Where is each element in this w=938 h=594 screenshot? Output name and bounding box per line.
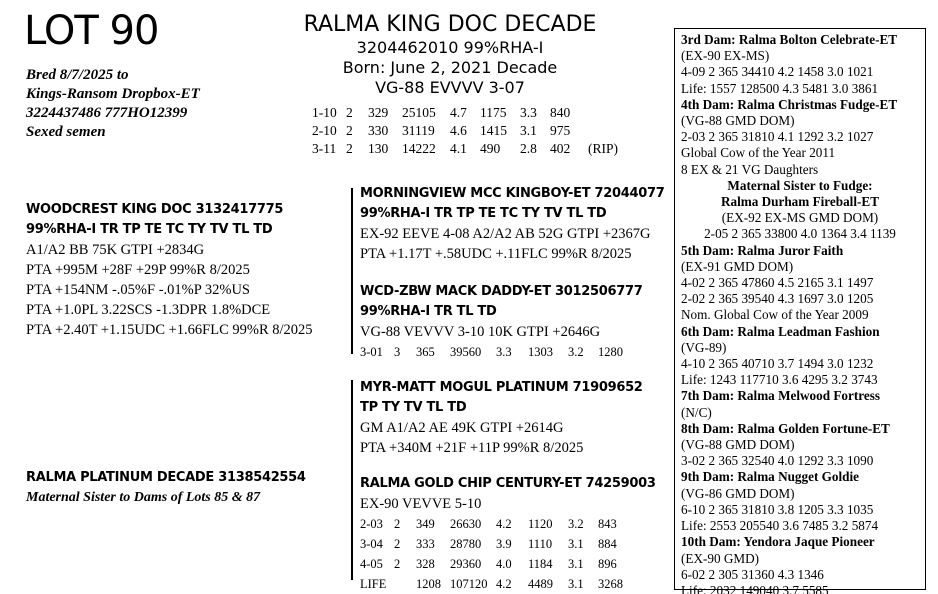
record-cell: 2 — [394, 557, 401, 571]
sire-tags: 99%RHA-I TR TP TE TC TY TV TL TD — [26, 222, 273, 237]
animal-name: RALMA KING DOC DECADE — [303, 12, 597, 37]
record-cell: 31119 — [402, 123, 435, 138]
maternal-grandsire-line: GM A1/A2 AE 49K GTPI +2614G — [360, 420, 564, 436]
record-cell: 1175 — [480, 105, 507, 120]
record-cell: 1184 — [528, 557, 553, 571]
breeding-info — [26, 66, 200, 142]
record-row — [360, 534, 638, 554]
sire-block — [26, 200, 313, 340]
paternal-grandsire-tags: 99%RHA-I TR TP TE TC TY TV TL TD — [360, 206, 607, 221]
records-table — [312, 104, 628, 158]
record-cell — [588, 104, 628, 122]
sire-line: PTA +1.0PL 3.22SCS -1.3DPR 1.8%DCE — [26, 302, 271, 318]
record-cell: 26630 — [450, 517, 482, 531]
lifetime-row — [360, 574, 638, 594]
record-cell: 884 — [598, 537, 617, 551]
ancestor-detail: 2-05 2 365 33800 4.0 1364 3.4 1139 — [704, 226, 896, 242]
animal-header — [250, 12, 650, 98]
record-row — [312, 122, 628, 140]
ancestor-heading: Maternal Sister to Fudge: — [727, 177, 873, 193]
record-cell: 365 — [416, 345, 435, 359]
record-cell: 3.2 — [568, 517, 584, 531]
ancestor-detail: Life: 2032 149040 3.7 5585 — [681, 582, 829, 594]
record-cell: 2-10 — [312, 123, 337, 138]
ancestor-heading: Ralma Durham Fireball-ET — [720, 194, 879, 210]
record-cell: 330 — [368, 123, 389, 138]
record-cell: 975 — [550, 123, 571, 138]
paternal-granddam-record — [360, 342, 638, 362]
ancestor-heading: 6th Dam: Ralma Leadman Fashion — [681, 323, 880, 339]
record-cell: 3.3 — [520, 105, 537, 120]
ancestor-heading: 7th Dam: Ralma Melwood Fortress — [681, 388, 880, 404]
record-row — [312, 140, 628, 158]
registration-number: 3204462010 99%RHA-I — [356, 38, 544, 57]
ancestor-detail: 4-10 2 365 40710 3.7 1494 3.0 1232 — [681, 356, 874, 372]
record-cell: 843 — [598, 517, 617, 531]
record-cell: 3.2 — [568, 345, 584, 359]
record-cell: 3.9 — [496, 537, 512, 551]
paternal-granddam-block — [360, 282, 642, 362]
record-cell: 402 — [550, 141, 571, 156]
record-cell: 896 — [598, 557, 617, 571]
record-cell: 4-05 — [360, 557, 383, 571]
record-cell — [588, 122, 628, 140]
record-cell: 1415 — [480, 123, 507, 138]
record-cell: 4.2 — [496, 517, 512, 531]
record-cell: 2 — [394, 537, 401, 551]
lifetime-cell: 4.2 — [496, 577, 512, 591]
ancestor-detail: (EX-92 EX-MS GMD DOM) — [721, 210, 879, 226]
dam-lineage-box — [674, 28, 926, 594]
record-cell: 130 — [368, 141, 389, 156]
paternal-grandsire-line: PTA +1.17T +.58UDC +.11FLC 99%R 8/2025 — [360, 246, 632, 262]
maternal-grandsire-tags: TP TY TV TL TD — [360, 400, 467, 415]
classification: VG-88 EVVVV 3-07 — [375, 78, 525, 97]
record-cell: 328 — [416, 557, 435, 571]
record-cell: 2 — [346, 141, 353, 156]
maternal-grandsire-line: PTA +340M +21F +11P 99%R 8/2025 — [360, 440, 584, 456]
record-row — [360, 342, 638, 362]
ancestor-detail: (VG-88 GMD DOM) — [681, 113, 795, 129]
paternal-grandsire-block — [360, 184, 664, 264]
paternal-grandsire-line: EX-92 EEVE 4-08 A2/A2 AB 52G GTPI +2367G — [360, 226, 651, 242]
paternal-granddam-line: VG-88 VEVVV 3-10 10K GTPI +2646G — [360, 324, 601, 340]
record-row — [312, 104, 628, 122]
sire-line: PTA +995M +28F +29P 99%R 8/2025 — [26, 262, 250, 278]
ancestor-detail: 8 EX & 21 VG Daughters — [681, 161, 819, 177]
record-cell: 3.3 — [496, 345, 512, 359]
record-cell: 3 — [394, 345, 401, 359]
record-cell: 1-10 — [312, 105, 337, 120]
record-cell: 3.1 — [520, 123, 537, 138]
ancestor-detail: (EX-90 EX-MS) — [681, 48, 770, 64]
ancestor-heading: 8th Dam: Ralma Golden Fortune-ET — [681, 420, 890, 436]
paternal-grandsire-name: MORNINGVIEW MCC KINGBOY-ET 72044077 — [360, 186, 665, 201]
dam-name: RALMA PLATINUM DECADE 3138542554 — [26, 470, 306, 485]
ancestor-detail: 6-02 2 305 31360 4.3 1346 — [681, 566, 824, 582]
lifetime-cell: 107120 — [450, 577, 488, 591]
maternal-grandsire-name: MYR-MATT MOGUL PLATINUM 71909652 — [360, 380, 643, 395]
maternal-granddam-line: EX-90 VEVVE 5-10 — [360, 496, 482, 512]
record-cell: 2 — [346, 123, 353, 138]
bred-line: Bred 8/7/2025 to — [26, 67, 129, 83]
record-cell: 2.8 — [520, 141, 537, 156]
record-cell: 4.0 — [496, 557, 512, 571]
ancestor-detail: 4-09 2 365 34410 4.2 1458 3.0 1021 — [681, 64, 874, 80]
ancestor-heading: 4th Dam: Ralma Christmas Fudge-ET — [681, 96, 898, 112]
record-cell: 333 — [416, 537, 435, 551]
record-cell: 3.1 — [568, 537, 584, 551]
record-row — [360, 554, 638, 574]
ancestor-detail: (EX-91 GMD DOM) — [681, 258, 794, 274]
record-cell: 14222 — [402, 141, 436, 156]
ancestor-heading: 5th Dam: Ralma Juror Faith — [681, 242, 844, 258]
sire-name: WOODCREST KING DOC 3132417775 — [26, 202, 284, 217]
ancestor-detail: (VG-86 GMD DOM) — [681, 485, 795, 501]
ancestor-detail: 4-02 2 365 47860 4.5 2165 3.1 1497 — [681, 275, 874, 291]
ancestor-detail: 2-03 2 365 31810 4.1 1292 3.2 1027 — [681, 129, 874, 145]
ancestor-detail: Nom. Global Cow of the Year 2009 — [681, 307, 869, 323]
record-row — [360, 514, 638, 534]
record-cell: 1280 — [598, 345, 623, 359]
record-cell: 4.6 — [450, 123, 467, 138]
record-cell: 1303 — [528, 345, 553, 359]
ancestor-detail: 6-10 2 365 31810 3.8 1205 3.3 1035 — [681, 501, 874, 517]
bred-line: Kings-Ransom Dropbox-ET — [26, 86, 200, 102]
paternal-granddam-tags: 99%RHA-I TR TL TD — [360, 304, 497, 319]
lifetime-cell: 3268 — [598, 577, 623, 591]
record-cell: 28780 — [450, 537, 482, 551]
lot-number: LOT 90 — [24, 8, 159, 54]
maternal-grandsire-block — [360, 378, 643, 458]
lifetime-cell: 3.1 — [568, 577, 584, 591]
record-cell: 4.7 — [450, 105, 467, 120]
maternal-granddam-block — [360, 474, 656, 594]
ancestor-detail: Global Cow of the Year 2011 — [681, 145, 836, 161]
bred-line: Sexed semen — [26, 124, 106, 140]
record-cell: 3.1 — [568, 557, 584, 571]
bred-line: 3224437486 777HO12399 — [26, 105, 188, 121]
ancestor-detail: 2-02 2 365 39540 4.3 1697 3.0 1205 — [681, 291, 874, 307]
record-cell: 2 — [346, 105, 353, 120]
paternal-bracket — [351, 188, 353, 354]
birth-info: Born: June 2, 2021 Decade — [342, 58, 558, 77]
record-cell: 29360 — [450, 557, 482, 571]
ancestor-detail: (VG-88 GMD DOM) — [681, 437, 795, 453]
record-cell: 840 — [550, 105, 571, 120]
lifetime-cell: LIFE — [360, 577, 387, 591]
dam-note: Maternal Sister to Dams of Lots 85 & 87 — [26, 490, 261, 505]
record-cell: 3-04 — [360, 537, 383, 551]
record-cell: 3-01 — [360, 345, 383, 359]
record-cell: 25105 — [402, 105, 436, 120]
ancestor-heading: 9th Dam: Ralma Nugget Goldie — [681, 469, 860, 485]
ancestor-detail: Life: 2553 205540 3.6 7485 3.2 5874 — [681, 518, 879, 534]
record-cell: 2 — [394, 517, 401, 531]
ancestor-detail: (VG-89) — [681, 339, 727, 355]
paternal-granddam-name: WCD-ZBW MACK DADDY-ET 3012506777 — [360, 284, 643, 299]
dam-block — [26, 468, 306, 508]
ancestor-detail: 3-02 2 365 32540 4.0 1292 3.3 1090 — [681, 453, 874, 469]
maternal-bracket — [351, 380, 353, 580]
ancestor-heading: 10th Dam: Yendora Jaque Pioneer — [681, 534, 875, 550]
maternal-granddam-name: RALMA GOLD CHIP CENTURY-ET 74259003 — [360, 476, 656, 491]
record-cell: 349 — [416, 517, 435, 531]
record-cell: 39560 — [450, 345, 482, 359]
ancestor-heading: 3rd Dam: Ralma Bolton Celebrate-ET — [681, 32, 898, 47]
ancestor-detail: (EX-90 GMD) — [681, 550, 760, 566]
record-cell: 3-11 — [312, 141, 337, 156]
sire-line: A1/A2 BB 75K GTPI +2834G — [26, 242, 205, 258]
lifetime-cell: 4489 — [528, 577, 553, 591]
record-cell: 490 — [480, 141, 501, 156]
record-cell: 2-03 — [360, 517, 383, 531]
production-records — [312, 104, 628, 158]
lifetime-cell: 1208 — [416, 577, 441, 591]
record-cell: 1110 — [528, 537, 553, 551]
maternal-granddam-records — [360, 514, 638, 594]
ancestor-detail: Life: 1243 117710 3.6 4295 3.2 3743 — [681, 372, 878, 388]
ancestor-detail: Life: 1557 128500 4.3 5481 3.0 3861 — [681, 80, 879, 96]
ancestor-detail: (N/C) — [681, 404, 712, 420]
sire-line: PTA +2.40T +1.15UDC +1.66FLC 99%R 8/2025 — [26, 322, 313, 338]
record-cell: (RIP) — [588, 141, 618, 156]
sire-line: PTA +154NM -.05%F -.01%P 32%US — [26, 282, 250, 298]
record-cell: 1120 — [528, 517, 553, 531]
record-cell: 329 — [368, 105, 389, 120]
record-cell: 4.1 — [450, 141, 467, 156]
